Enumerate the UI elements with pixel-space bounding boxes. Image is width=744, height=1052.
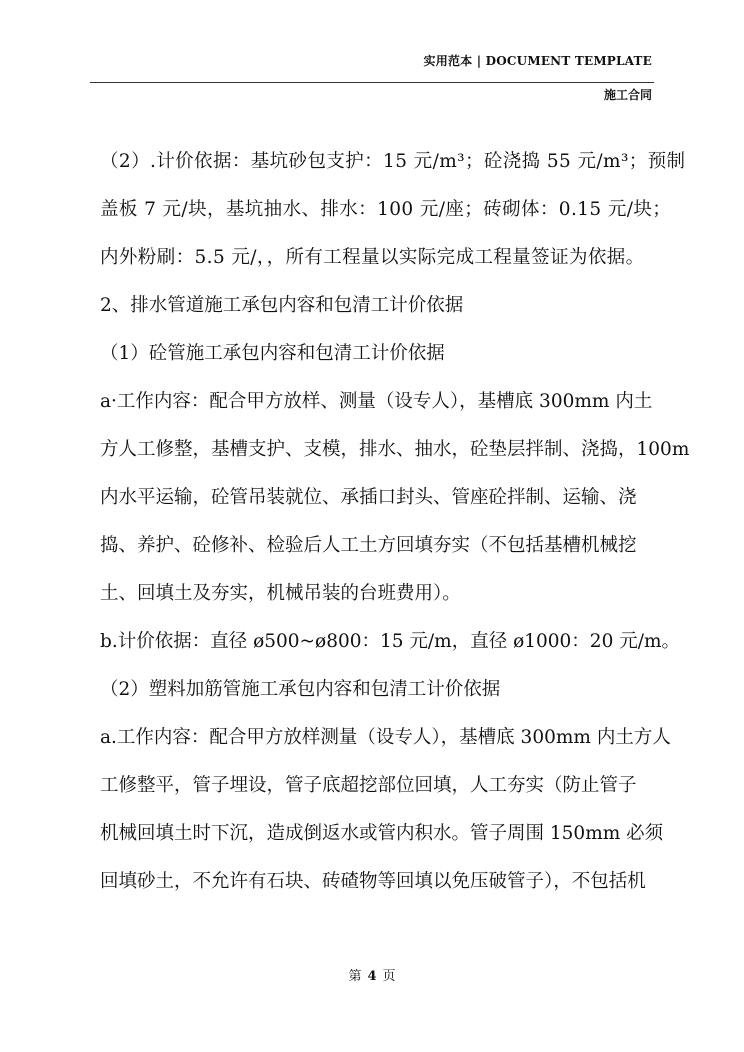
text-line: b.计价依据：直径 ø500~ø800：15 元/m，直径 ø1000：20 元/m。 <box>100 631 680 652</box>
text-line: 内水平运输，砼管吊装就位、承插口封头、管座砼拌制、运输、浇 <box>100 487 637 508</box>
text-line: 内外粉刷：5.5 元/，，所有工程量以实际完成工程量签证为依据。 <box>100 247 645 268</box>
header-title: 实用范本 | DOCUMENT TEMPLATE <box>423 54 652 68</box>
text-line: 捣、养护、砼修补、检验后人工土方回填夯实（不包括基槽机械挖 <box>100 535 637 556</box>
text-line: 土、回填土及夯实，机械吊装的台班费用）。 <box>100 583 461 604</box>
subsection-heading: （2）塑料加筋管施工承包内容和包清工计价依据 <box>100 679 501 700</box>
footer-suffix: 页 <box>382 969 396 984</box>
text-line: 机械回填土时下沉，造成倒返水或管内积水。管子周围 150mm 必须 <box>100 823 664 844</box>
document-body <box>100 138 690 906</box>
subsection-heading: （1）砼管施工承包内容和包清工计价依据 <box>100 343 445 364</box>
text-line: 回填砂土，不允许有石块、砖碴物等回填以免压破管子），不包括机 <box>100 871 646 892</box>
page-number: 4 <box>367 969 377 984</box>
section-heading: 2、排水管道施工承包内容和包清工计价依据 <box>100 295 464 316</box>
text-line: （2）.计价依据：基坑砂包支护：15 元/m³；砼浇捣 55 元/m³；预制 <box>100 151 686 172</box>
text-line: a·工作内容：配合甲方放样、测量（设专人），基槽底 300mm 内土 <box>100 391 653 412</box>
header-subtitle: 施工合同 <box>603 88 652 102</box>
text-line: 方人工修整，基槽支护、支模，排水、抽水，砼垫层拌制、浇捣，100m <box>100 439 690 460</box>
page-footer <box>0 965 744 984</box>
text-line: 工修整平，管子埋设，管子底超挖部位回填，人工夯实（防止管子 <box>100 775 637 796</box>
header-divider <box>90 82 654 83</box>
text-line: 盖板 7 元/块，基坑抽水、排水：100 元/座；砖砌体：0.15 元/块； <box>100 199 672 220</box>
text-line: a.工作内容：配合甲方放样测量（设专人），基槽底 300mm 内土方人 <box>100 727 671 748</box>
footer-prefix: 第 <box>348 969 362 984</box>
